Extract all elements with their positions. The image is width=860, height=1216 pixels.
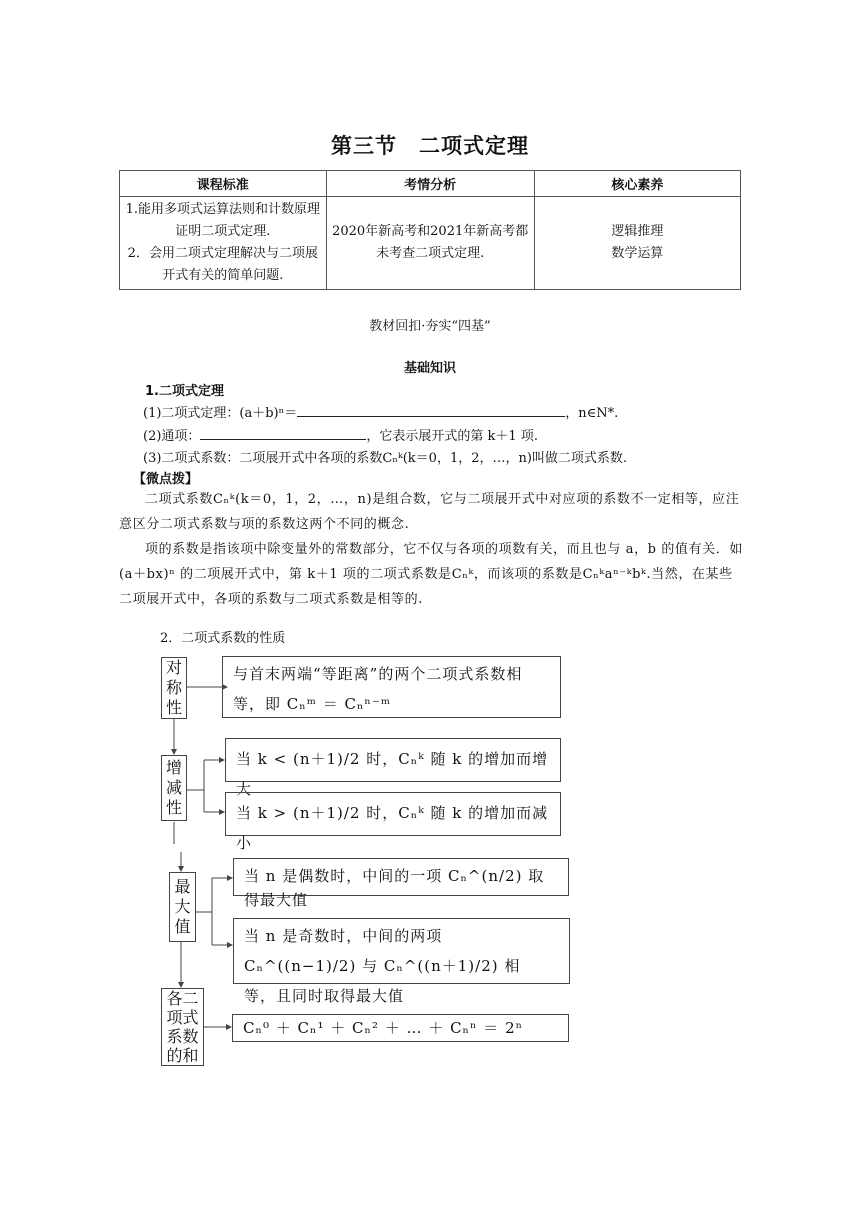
symmetry-label: 对称性: [161, 657, 187, 719]
monotonic-label: 增减性: [161, 755, 187, 821]
general-term-prefix: (2)通项：: [143, 429, 201, 444]
literacy-2: 数学运算: [611, 246, 664, 261]
odd-text-box: [233, 918, 570, 1005]
literacy-1: 逻辑推理: [611, 224, 664, 239]
general-term-suffix: ，它表示展开式的第 k＋1 项.: [366, 429, 538, 444]
tip-label: 【微点拨】: [133, 472, 199, 487]
decrease-text: 当 k > (n＋1)/2 时，Cₙᵏ 随 k 的增加而减小: [225, 792, 561, 836]
item1-line3: (3)二项式系数：二项展开式中各项的系数Cₙᵏ(k＝0，1，2，…，n)叫做二项式系数.: [143, 451, 628, 466]
increase-text: 当 k < (n＋1)/2 时，Cₙᵏ 随 k 的增加而增大: [225, 738, 561, 782]
header-course-standard: 课程标准: [120, 171, 327, 197]
odd-text-1: 当 n 是奇数时，中间的两项 Cₙ^((n−1)/2) 与 Cₙ^((n＋1)/2) 相: [244, 927, 521, 975]
symmetry-text-2: 等，即 Cₙᵐ ＝ Cₙⁿ⁻ᵐ: [233, 695, 392, 713]
header-core-literacy: 核心素养: [534, 171, 740, 197]
standard-1: 1.能用多项式运算法则和计数原理证明二项式定理.: [125, 202, 321, 239]
symmetry-text-1: 与首末两端“等距离”的两个二项式系数相: [233, 665, 523, 683]
theorem-prefix: (1)二项式定理：(a＋b)ⁿ＝: [143, 406, 298, 421]
header-exam-analysis: 考情分析: [326, 171, 534, 197]
page-title: 第三节 二项式定理: [331, 134, 529, 158]
item2-heading: 2．二项式系数的性质: [160, 631, 286, 646]
item1-heading: 1.二项式定理: [145, 384, 224, 399]
sum-text: Cₙ⁰ ＋ Cₙ¹ ＋ Cₙ² ＋ … ＋ Cₙⁿ ＝ 2ⁿ: [232, 1014, 569, 1042]
cell-exam-analysis: 2020年新高考和2021年新高考都未考查二项式定理.: [326, 197, 534, 290]
symmetry-text-box: [222, 656, 561, 718]
theorem-suffix: ，n∈N*.: [565, 406, 619, 421]
standard-2: 2．会用二项式定理解决与二项展开式有关的简单问题.: [127, 246, 318, 283]
sum-label: 各二项式系数的和: [161, 988, 204, 1066]
odd-text-2: 等，且同时取得最大值: [244, 987, 405, 1005]
even-text: 当 n 是偶数时，中间的一项 Cₙ^(n/2) 取得最大值: [233, 858, 569, 896]
basic-knowledge-heading: 基础知识: [403, 361, 456, 376]
tip-paragraph-2: 项的系数是指该项中除变量外的常数部分，它不仅与各项的项数有关，而且也与 a，b 的值有关．如(a＋bx)ⁿ 的二项展开式中，第 k＋1 项的二项式系数是Cₙᵏ，而该项的系数是Cₙᵏaⁿ⁻ᵏbᵏ.当然，在某些二项展开式中，各项的系数与二项式系数是相等的.: [119, 542, 743, 607]
tip-paragraph-1: 二项式系数Cₙᵏ(k＝0，1，2，…，n)是组合数，它与二项展开式中对应项的系数不一定相等，应注意区分二项式系数与项的系数这两个不同的概念.: [119, 492, 740, 532]
max-label: 最大值: [169, 872, 196, 942]
section-heading: 教材回扣·夯实“四基”: [369, 319, 491, 334]
